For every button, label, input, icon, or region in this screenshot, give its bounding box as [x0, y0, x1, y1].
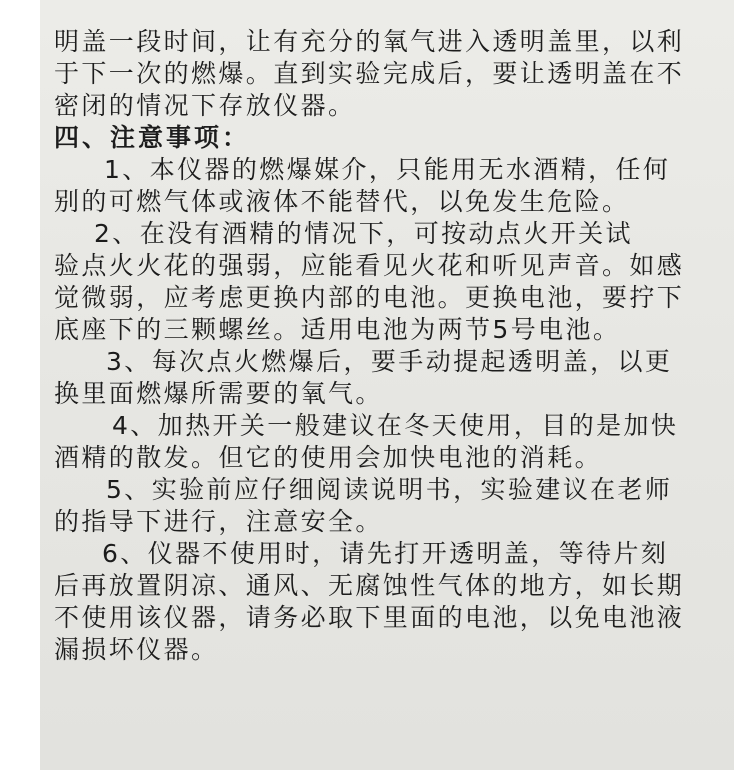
text-line: 漏损坏仪器。 — [54, 635, 219, 664]
text-line: 换里面燃爆所需要的氧气。 — [54, 379, 383, 408]
text-line: 底座下的三颗螺丝。适用电池为两节5号电池。 — [54, 315, 621, 344]
text-line: 4、加热开关一般建议在冬天使用，目的是加快 — [112, 411, 679, 440]
text-line: 验点火火花的强弱，应能看见火花和听见声音。如感 — [54, 251, 685, 280]
text-line: 酒精的散发。但它的使用会加快电池的消耗。 — [54, 443, 603, 472]
text-line: 于下一次的燃爆。直到实验完成后，要让透明盖在不 — [54, 59, 685, 88]
text-line: 后再放置阴凉、通风、无腐蚀性气体的地方，如长期 — [54, 571, 685, 600]
text-line: 5、实验前应仔细阅读说明书，实验建议在老师 — [106, 475, 673, 504]
text-line: 不使用该仪器，请务必取下里面的电池，以免电池液 — [54, 603, 685, 632]
document-page — [40, 0, 734, 770]
text-line: 2、在没有酒精的情况下，可按动点火开关试 — [94, 219, 633, 248]
note-item-5 — [54, 474, 722, 538]
text-line: 觉微弱，应考虑更换内部的电池。更换电池，要拧下 — [54, 283, 685, 312]
document-body — [54, 26, 722, 666]
note-item-6 — [54, 538, 722, 666]
text-line: 明盖一段时间，让有充分的氧气进入透明盖里，以利 — [54, 27, 685, 56]
text-line: 密闭的情况下存放仪器。 — [54, 91, 356, 120]
text-line: 3、每次点火燃爆后，要手动提起透明盖，以更 — [106, 347, 673, 376]
text-line: 1、本仪器的燃爆媒介，只能用无水酒精，任何 — [104, 155, 671, 184]
text-line: 6、仪器不使用时，请先打开透明盖，等待片刻 — [102, 539, 669, 568]
section-heading: 四、注意事项： — [54, 123, 251, 152]
text-line: 的指导下进行，注意安全。 — [54, 507, 383, 536]
intro-paragraph — [54, 26, 722, 122]
note-item-3 — [54, 346, 722, 410]
text-line: 别的可燃气体或液体不能替代，以免发生危险。 — [54, 187, 630, 216]
note-item-2 — [54, 218, 722, 346]
note-item-1 — [54, 154, 722, 218]
note-item-4 — [54, 410, 722, 474]
